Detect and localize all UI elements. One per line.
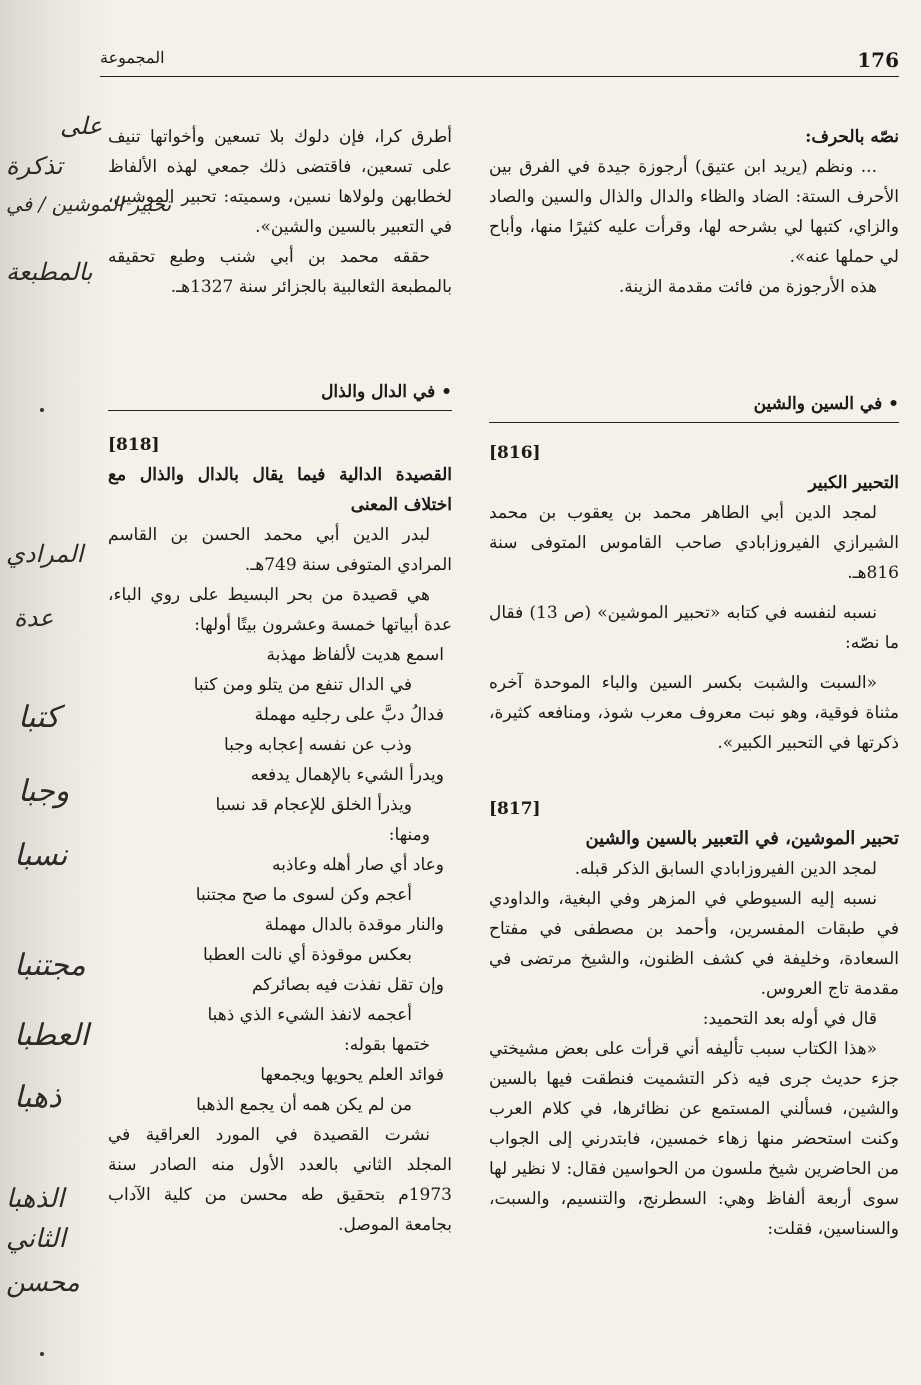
entry-title-816: التحبير الكبير	[808, 473, 899, 493]
handwritten-note: تذكرة	[6, 152, 63, 180]
handwritten-note: كتبا	[18, 700, 60, 735]
entry-number-817: [817]	[489, 799, 541, 819]
verse-line: فوائد العلم يحويها ويجمعها	[260, 1065, 444, 1085]
note-paragraph: هذه الأرجوزة من فائت مقدمة الزينة.	[618, 277, 877, 297]
handwritten-note: الثاني	[6, 1224, 66, 1254]
section-heading-dal-dhal: • في الدال والذال	[108, 374, 452, 411]
right-column-entries	[489, 438, 899, 1244]
entry-number-816: [816]	[489, 443, 541, 463]
handwritten-note: مجتنبا	[14, 948, 86, 983]
verse-line: وإن تقل نفذت فيه بصائركم	[251, 975, 444, 995]
verse-line: أعجم وكن لسوى ما صح مجتنبا	[195, 885, 412, 905]
verse-line: بعكس موقوذة أي نالت العطبا	[202, 945, 412, 965]
entry-quote-817: «هذا الكتاب سبب تأليفه أني قرأت على بعض مشيختي جزء حديث جرى فيه ذكر التشميت فنطقت فيها بالسين والشين، فسألني المستمع عن نظائرها، في كلام العرب وكنت استحضر منها زهاء خمسين، فابتدرني إلى الجواب من الحاضرين شيخ ملسون من الحواسين فقال: لا نظير لها سوى أربعة ألفاظ وهي: السطرنج، والتنسيم، والسبت، والسناسين، فقلت:	[489, 1039, 899, 1239]
ink-dot	[40, 1352, 44, 1356]
entry-sources-817: نسبه إليه السيوطي في المزهر وفي البغية، والداودي في طبقات المفسرين، وأحمد بن مصطفى في مفتاح السعادة، وخليفة في كشف الظنون، والشيخ مرتضى في مقدمة تاج العروس.	[489, 889, 899, 999]
right-column-top	[489, 122, 899, 302]
verse-line: وعاد أي صار أهله وعاذبه	[272, 855, 444, 875]
khatm-label: ختمها بقوله:	[343, 1035, 430, 1055]
verse-line: من لم يكن همه أن يجمع الذهبا	[196, 1095, 412, 1115]
publication-note: نشرت القصيدة في المورد العراقية في المجلد الثاني بالعدد الأول منه الصادر سنة 1973م بتحقيق طه محسن من كلية الآداب بجامعة الموصل.	[108, 1125, 452, 1235]
verse-line: فدالُ دبَّ على رجليه مهملة	[254, 705, 444, 725]
handwritten-note: على	[60, 112, 103, 140]
entry-author-816: لمجد الدين أبي الطاهر محمد بن يعقوب بن محمد الشيرازي الفيروزابادي صاحب القاموس المتوفى سنة 816هـ.	[489, 503, 899, 583]
handwritten-note: الذهبا	[6, 1184, 65, 1214]
handwritten-note: محسن	[6, 1268, 80, 1298]
continuation-paragraph: أطرق كرا، فإن دلوك بلا تسعين وأخواتها تنيف على تسعين، فاقتضى ذلك جمعي لهذه الألفاظ لخطابهن ولولاها نسين، وسميته: تحبير الموشين، في التعبير بالسين والشين».	[108, 127, 452, 237]
verse-line: وذب عن نفسه إعجابه وجبا	[224, 735, 412, 755]
entry-title-818: القصيدة الدالية فيما يقال بالدال والذال مع اختلاف المعنى	[108, 465, 452, 515]
quote-paragraph: ... ونظم (يريد ابن عتيق) أرجوزة جيدة في الفرق بين الأحرف الستة: الضاد والظاء والدال والذال والسين والصاد والزاي، كتبها لي بشرحه لها، وقرأت عليه كثيرًا منها، وأباح لي حملها عنه».	[489, 157, 899, 267]
entry-intro-817: قال في أوله بعد التحميد:	[702, 1009, 877, 1029]
entry-quote-816: «السبت والشبت بكسر السين والباء الموحدة آخره مثناة فوقية، وهو نبت معروف معرب شوذ، ومنافعه كثيرة، ذكرتها في التحبير الكبير».	[489, 673, 899, 753]
handwritten-note: تحبير الموشين / في	[6, 192, 172, 216]
verse-line: ويدرأ الشيء بالإهمال يدفعه	[250, 765, 444, 785]
entry-number-818: [818]	[108, 435, 160, 455]
handwritten-note: العطبا	[14, 1018, 89, 1053]
edition-paragraph: حققه محمد بن أبي شنب وطبع تحقيقه بالمطبعة الثعالبية بالجزائر سنة 1327هـ.	[108, 247, 452, 297]
running-head: المجموعة	[100, 48, 165, 67]
entry-ascription-816: نسبه لنفسه في كتابه «تحبير الموشين» (ص 13) فقال ما نصّه:	[489, 603, 899, 653]
left-column-entry	[108, 430, 452, 1240]
minha-label: ومنها:	[388, 825, 430, 845]
verse-line: أعجمه لانفذ الشيء الذي ذهبا	[207, 1005, 412, 1025]
entry-title-817: تحبير الموشين، في التعبير بالسين والشين	[585, 828, 899, 849]
handwritten-note: نسبا	[14, 838, 68, 873]
handwritten-note: المرادي	[6, 540, 84, 568]
entry-author-817: لمجد الدين الفيروزابادي السابق الذكر قبله.	[574, 859, 877, 879]
handwritten-note: عدة	[14, 604, 54, 632]
handwritten-note: وجبا	[18, 774, 70, 809]
page-header	[100, 40, 899, 77]
entry-desc-818: هي قصيدة من بحر البسيط على روي الباء، عدة أبياتها خمسة وعشرون بيتًا أولها:	[108, 585, 452, 635]
entry-author-818: لبدر الدين أبي محمد الحسن بن القاسم المرادي المتوفى سنة 749هـ.	[108, 525, 452, 575]
verse-line: اسمع هديت لألفاظ مهذبة	[266, 645, 444, 665]
handwritten-note: بالمطبعة	[6, 258, 93, 286]
verse-line: في الدال تنفع من يتلو ومن كتبا	[193, 675, 412, 695]
handwritten-note: ذهبا	[14, 1080, 62, 1115]
verse-line: ويذرأ الخلق للإعجام قد نسبا	[215, 795, 412, 815]
section-heading-sin-shin: • في السين والشين	[489, 386, 899, 423]
ink-dot	[40, 408, 44, 412]
verse-line: والنار موقدة بالدال مهملة	[264, 915, 444, 935]
quote-label: نصّه بالحرف:	[805, 127, 899, 147]
page-number: 176	[857, 48, 899, 72]
